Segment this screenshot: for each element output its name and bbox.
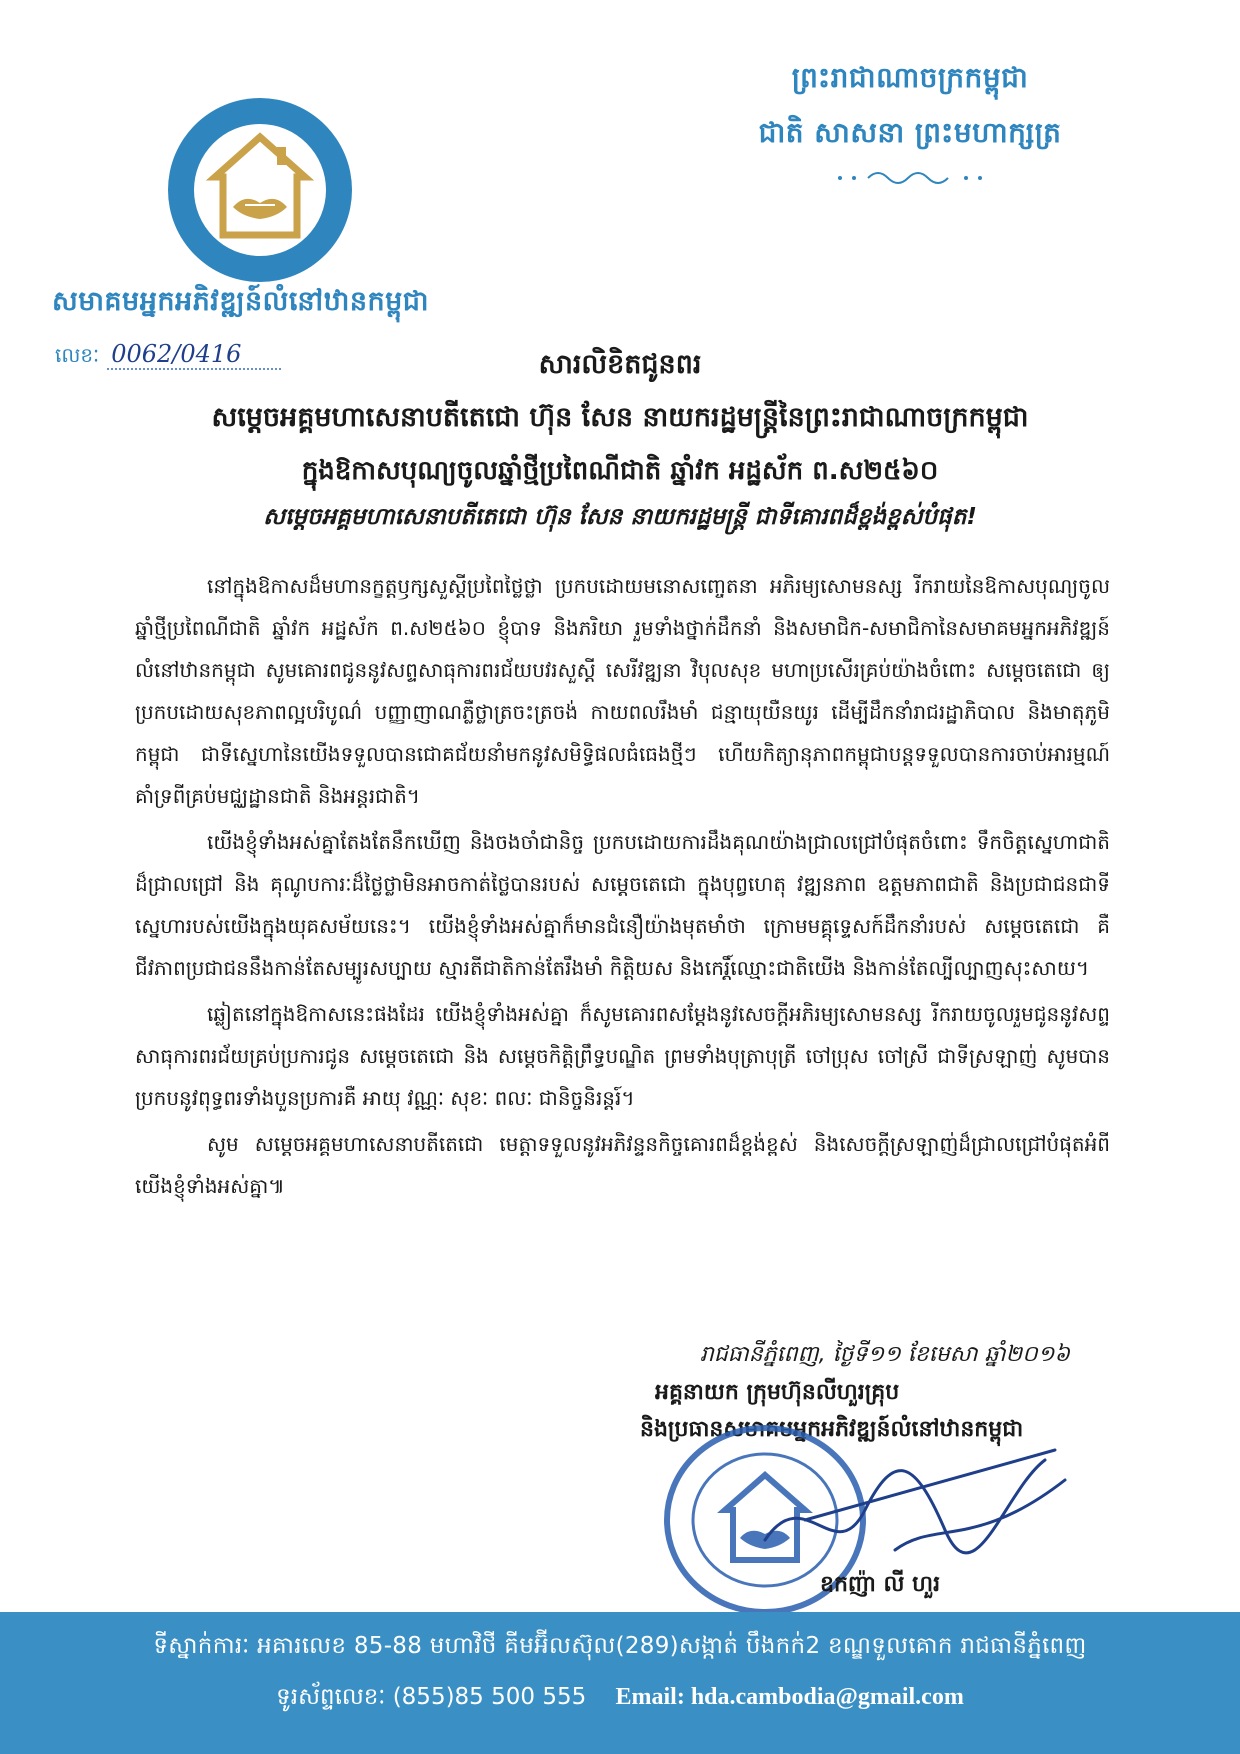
reference-label: លេខៈ bbox=[55, 343, 100, 367]
letter-titles bbox=[80, 348, 1160, 492]
association-logo bbox=[165, 95, 355, 285]
kingdom-name: ព្រះរាជាណាចក្រកម្ពុជា bbox=[791, 61, 1029, 94]
letter-body bbox=[135, 565, 1110, 1211]
kingdom-header bbox=[730, 60, 1090, 194]
reference-number: 0062/0416 bbox=[107, 340, 281, 370]
footer-bar bbox=[0, 1612, 1240, 1754]
ornament-divider-icon bbox=[820, 166, 1000, 190]
body-paragraph-1: នៅក្នុងឱកាសដ៏មហានក្ខត្តឫក្សសួស្តីប្រពៃថ្លៃថ្លា ប្រកបដោយមនោសញ្ចេតនា អភិរម្យសោមនស្ស រីករាយនៃឱកាសបុណ្យចូលឆ្នាំថ្មីប្រពៃណីជាតិ ឆ្នាំវក អដ្ឋស័ក ព.ស២៥៦០ ខ្ញុំបាទ និងភរិយា រួមទាំងថ្នាក់ដឹកនាំ និងសមាជិក-សមាជិកានៃសមាគមអ្នកអភិវឌ្ឍន៍លំនៅឋានកម្ពុជា សូមគោរពជូននូវសព្ទសាធុការពរជ័យបវរសួស្តី សេរីវឌ្ឍនា វិបុលសុខ មហាប្រសើរគ្រប់យ៉ាងចំពោះ សម្តេចតេជោ ឲ្យប្រកបដោយសុខភាពល្អបរិបូណ៌ បញ្ញាញាណភ្លឺថ្លាត្រចះត្រចង់ កាយពលរឹងមាំ ជន្មាយុយឺនយូរ ដើម្បីដឹកនាំរាជរដ្ឋាភិបាល និងមាតុភូមិកម្ពុជា ជាទីស្នេហានៃយើងទទួលបានជោគជ័យនាំមកនូវសមិទ្ធិផលធំធេងថ្មីៗ ហើយកិត្យានុភាពកម្ពុជាបន្តទទួលបានការចាប់អារម្មណ៍គាំទ្រពីគ្រប់មជ្ឈដ្ឋានជាតិ និងអន្តរជាតិ។ bbox=[135, 574, 1110, 808]
footer-contact bbox=[0, 1683, 1240, 1716]
body-paragraph-2: យើងខ្ញុំទាំងអស់គ្នាតែងតែនឹកឃើញ និងចងចាំជានិច្ច ប្រកបដោយការដឹងគុណយ៉ាងជ្រាលជ្រៅបំផុតចំពោះ ទឹកចិត្តស្នេហាជាតិដ៏ជ្រាលជ្រៅ និង គុណូបការៈដ៏ថ្លៃថ្លាមិនអាចកាត់ថ្លៃបានរបស់ សម្តេចតេជោ ក្នុងបុព្វហេតុ វឌ្ឍនភាព ឧត្តមភាពជាតិ និងប្រជាជនជាទីស្នេហារបស់យើងក្នុងយុគសម័យនេះ។ យើងខ្ញុំទាំងអស់គ្នាក៏មានជំនឿយ៉ាងមុតមាំថា ក្រោមមគ្គុទ្ទេសក៍ដឹកនាំរបស់ សម្តេចតេជោ គឺជីវភាពប្រជាជននឹងកាន់តែសម្បូរសប្បាយ ស្មារតីជាតិកាន់តែរឹងមាំ កិត្តិយស និងកេរ្តិ៍ឈ្មោះជាតិយើង និងកាន់តែល្បីល្បាញសុះសាយ។ bbox=[135, 830, 1110, 980]
footer-phone: ទូរស័ព្ទលេខៈ (855)85 500 555 bbox=[276, 1684, 587, 1710]
letter-title: សារលិខិតជូនពរ bbox=[538, 349, 702, 380]
body-paragraph-4: សូម សម្តេចអគ្គមហាសេនាបតីតេជោ មេត្តាទទួលនូវអភិវន្ទនកិច្ចគោរពដ៏ខ្ពង់ខ្ពស់ និងសេចក្តីស្រឡាញ់ដ៏ជ្រាលជ្រៅបំផុតអំពីយើងខ្ញុំទាំងអស់គ្នា៕ bbox=[135, 1132, 1110, 1198]
footer-email[interactable]: Email: hda.cambodia@gmail.com bbox=[615, 1684, 964, 1710]
signer-title-2: និងប្រធានសមាគមអ្នកអភិវឌ្ឍន៍លំនៅឋានកម្ពុជា bbox=[640, 1417, 1024, 1442]
logo-emblem-icon bbox=[165, 95, 355, 285]
salutation: សម្តេចអគ្គមហាសេនាបតីតេជោ ហ៊ុន សែន នាយករដ្ឋមន្ត្រី ជាទីគោរពដ៏ខ្ពង់ខ្ពស់បំផុត! bbox=[263, 504, 977, 530]
signer-title-1: អគ្គនាយក ក្រុមហ៊ុនលីហួរគ្រុប bbox=[655, 1380, 900, 1405]
national-motto: ជាតិ សាសនា ព្រះមហាក្សត្រ bbox=[758, 116, 1062, 149]
footer-address: ទីស្នាក់ការៈ អគារលេខ 85-88 មហាវិថី គីមអ៊ីលស៊ុល(289)សង្កាត់ បឹងកក់2 ខណ្ឌទួលគោក រាជធានីភ្នំពេញ bbox=[153, 1633, 1087, 1659]
recipient-title: សម្តេចអគ្គមហាសេនាបតីតេជោ ហ៊ុន សែន នាយករដ្ឋមន្ត្រីនៃព្រះរាជាណាចក្រកម្ពុជា bbox=[211, 402, 1029, 433]
signer-name: ឧកញ៉ា លី ហួរ bbox=[820, 1572, 941, 1597]
body-paragraph-3: ឆ្លៀតនៅក្នុងឱកាសនេះផងដែរ យើងខ្ញុំទាំងអស់គ្នា ក៏សូមគោរពសម្តែងនូវសេចក្តីអភិរម្យសោមនស្ស រីករាយចូលរួមជូននូវសព្ទសាធុការពរជ័យគ្រប់ប្រការជូន សម្តេចតេជោ និង សម្តេចកិត្តិព្រឹទ្ធបណ្ឌិត ព្រមទាំងបុត្រាបុត្រី ចៅប្រុស ចៅស្រី ជាទីស្រឡាញ់ សូមបានប្រកបនូវពុទ្ធពរទាំងបួនប្រការគឺ អាយុ វណ្ណៈ សុខៈ ពលៈ ជានិច្ចនិរន្តរ៍។ bbox=[135, 1002, 1110, 1110]
organization-name: សមាគមអ្នកអភិវឌ្ឍន៍លំនៅឋានកម្ពុជា bbox=[52, 286, 429, 317]
occasion-title: ក្នុងឱកាសបុណ្យចូលឆ្នាំថ្មីប្រពៃណីជាតិ ឆ្នាំវក អដ្ឋស័ក ព.ស២៥៦០ bbox=[301, 456, 939, 486]
letter-date: រាជធានីភ្នំពេញ, ថ្ងៃទី១១ ខែមេសា ឆ្នាំ២០១៦ bbox=[699, 1342, 1070, 1367]
